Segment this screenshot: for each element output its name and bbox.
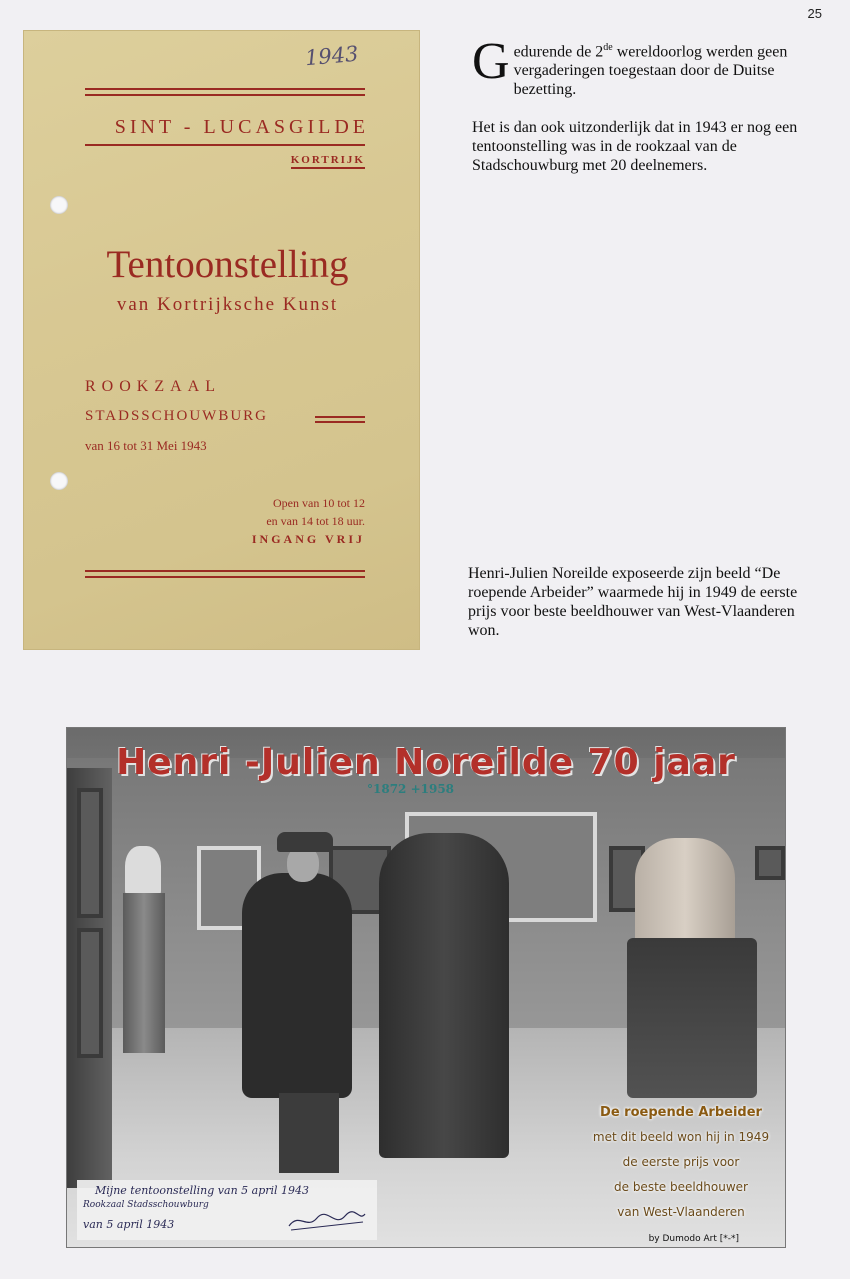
- woman-statue: [379, 833, 509, 1158]
- venue-double-rule: [315, 416, 365, 423]
- guild-underline: [85, 144, 365, 146]
- exhibition-photo: [67, 728, 785, 1247]
- artist-legs: [279, 1093, 339, 1173]
- punch-hole: [50, 472, 68, 490]
- city-name: KORTRIJK: [291, 154, 365, 169]
- bust-sculpture: [125, 846, 161, 896]
- opening-hours: [266, 494, 365, 530]
- signature-scribble: [287, 1208, 367, 1234]
- venue-line-2: STADSSCHOUWBURG: [85, 408, 268, 424]
- painting-frame: [755, 846, 785, 880]
- caption-line-3: de beste beeldhouwer: [614, 1180, 748, 1194]
- poster-subtitle: van Kortrijksche Kunst: [116, 294, 339, 315]
- caption-line-4: van West-Vlaanderen: [617, 1205, 745, 1219]
- handwritten-year: 1943: [304, 41, 360, 71]
- sculpture-paragraph: Henri-Julien Noreilde exposeerde zijn beeld “De roepende Arbeider” waarmede hij in 1949 de eerste prijs voor beste beeldhouwer van West-Vlaanderen won.: [468, 565, 798, 639]
- exhibition-dates: van 16 tot 31 Mei 1943: [85, 438, 207, 453]
- dedication-line-1: Mijne tentoonstelling van 5 april 1943: [95, 1184, 310, 1197]
- poster-title: Tentoonstelling: [106, 243, 349, 286]
- dedication-line-3: van 5 april 1943: [83, 1218, 175, 1231]
- painting-frame: [77, 788, 103, 918]
- punch-hole: [50, 196, 68, 214]
- photo-credit: by Dumodo Art [*-*]: [648, 1234, 739, 1244]
- exhibition-poster: [23, 30, 420, 650]
- page-number: 25: [807, 6, 822, 21]
- dedication-line-2: Rookzaal Stadsschouwburg: [83, 1200, 209, 1210]
- painting-frame: [77, 928, 103, 1058]
- hours-line-2: en van 14 tot 18 uur.: [266, 514, 365, 528]
- caption-line-2: de eerste prijs voor: [622, 1155, 740, 1169]
- handwritten-dedication: [77, 1180, 377, 1240]
- exhibition-paragraph: Het is dan ook uitzonderlijk dat in 1943 er nog een tentoonstelling was in de rookzaal van de Stadschouwburg met 20 deelnemers.: [472, 119, 798, 174]
- photo-caption: [581, 1100, 781, 1225]
- hat-icon: [277, 832, 333, 852]
- top-double-rule: [85, 88, 365, 96]
- guild-name: SINT - LUCASGILDE: [114, 116, 369, 138]
- intro-text-start: edurende de 2: [513, 43, 604, 61]
- bottom-double-rule: [85, 570, 365, 578]
- caption-title: De roepende Arbeider: [600, 1105, 762, 1120]
- artist-figure: [242, 873, 352, 1098]
- hours-line-1: Open van 10 tot 12: [273, 496, 365, 510]
- venue-line-1: ROOKZAAL: [85, 378, 221, 395]
- pedestal: [123, 893, 165, 1053]
- intro-text-end: wereldoorlog werden geen vergaderingen toegestaan door de Duitse bezetting.: [513, 43, 788, 99]
- ordinal-suffix: de: [603, 42, 613, 53]
- roepende-arbeider-statue: [635, 838, 735, 948]
- caption-line-1: met dit beeld won hij in 1949: [592, 1130, 770, 1144]
- statue-pedestal: [627, 938, 757, 1098]
- entry-note: INGANG VRIJ: [251, 532, 365, 546]
- drop-cap: G: [472, 33, 510, 90]
- life-years: °1872 +1958: [367, 782, 455, 796]
- intro-paragraph: [472, 33, 832, 99]
- photo-headline: Henri -Julien Noreilde 70 jaar: [116, 742, 736, 783]
